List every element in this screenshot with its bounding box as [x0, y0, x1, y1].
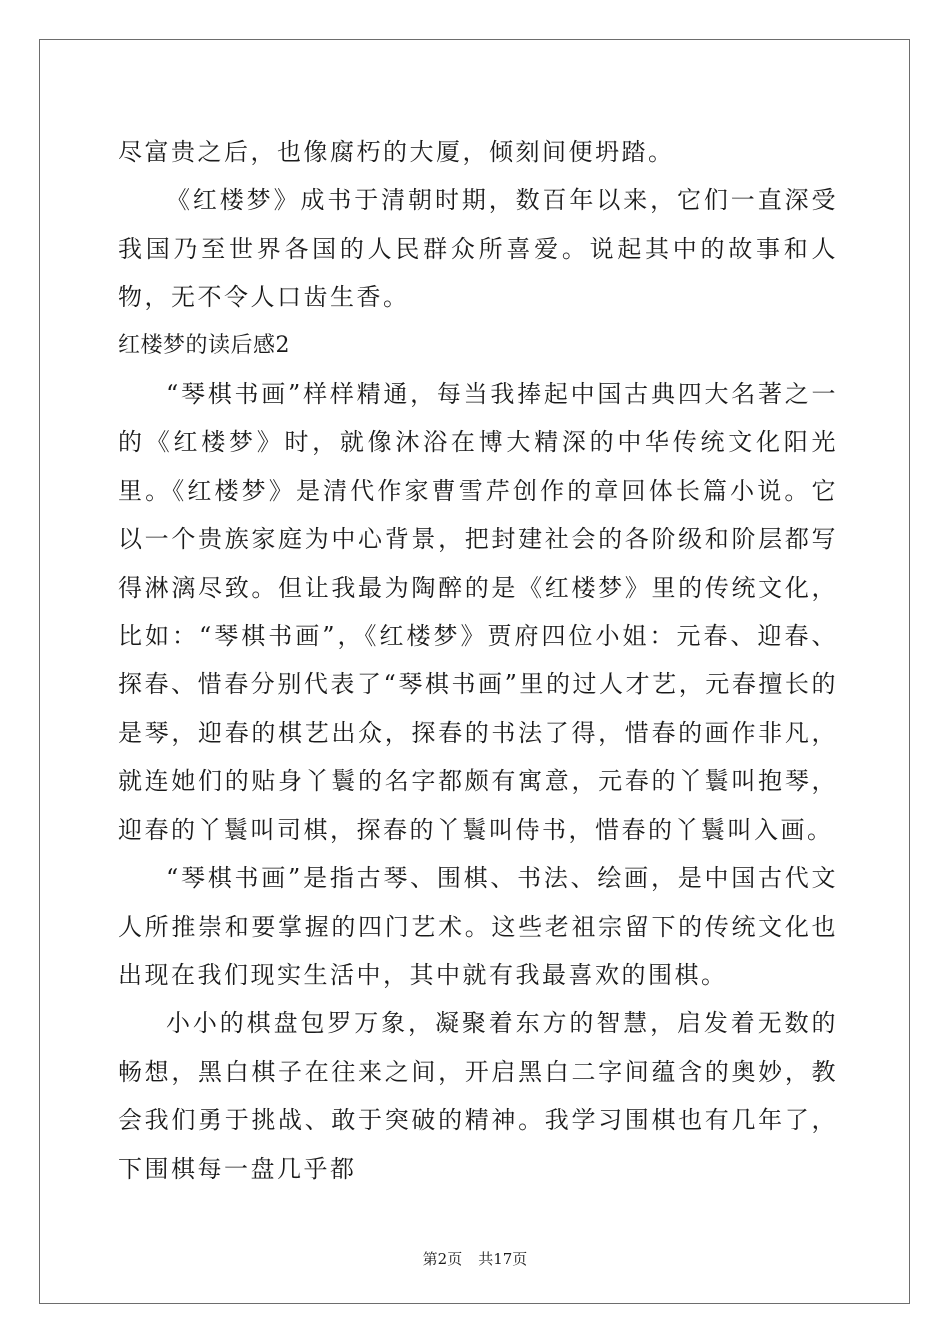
page-footer [0, 1248, 950, 1269]
paragraph-4: “琴棋书画”是指古琴、围棋、书法、绘画，是中国古代文人所推崇和要掌握的四门艺术。这些老祖宗留下的传统文化也出现在我们现实生活中，其中就有我最喜欢的围棋。 [118, 864, 838, 989]
page-number: 第2页 [422, 1250, 463, 1268]
paragraph-2: 《红楼梦》成书于清朝时期，数百年以来，它们一直深受我国乃至世界各国的人民群众所喜爱。说起其中的故事和人物，无不令人口齿生香。 [118, 186, 838, 312]
paragraph-5: 小小的棋盘包罗万象，凝聚着东方的智慧，启发着无数的畅想，黑白棋子在往来之间，开启黑白二字间蕴含的奥妙，教会我们勇于挑战、敢于突破的精神。我学习围棋也有几年了，下围棋每一盘几乎都 [118, 1009, 838, 1183]
paragraph-1: 尽富贵之后，也像腐朽的大厦，倾刻间便坍踏。 [118, 138, 675, 166]
document-body [118, 128, 838, 1193]
paragraph-3: “琴棋书画”样样精通，每当我捧起中国古典四大名著之一的《红楼梦》时，就像沐浴在博大精深的中华传统文化阳光里。《红楼梦》是清代作家曹雪芹创作的章回体长篇小说。它以一个贵族家庭为中心背景，把封建社会的各阶级和阶层都写得淋漓尽致。但让我最为陶醉的是《红楼梦》里的传统文化，比如：“琴棋书画”，《红楼梦》贾府四位小姐：元春、迎春、探春、惜春分别代表了“琴棋书画”里的过人才艺，元春擅长的是琴，迎春的棋艺出众，探春的书法了得，惜春的画作非凡，就连她们的贴身丫鬟的名字都颇有寓意，元春的丫鬟叫抱琴，迎春的丫鬟叫司棋，探春的丫鬟叫侍书，惜春的丫鬟叫入画。 [118, 380, 838, 844]
section-heading: 红楼梦的读后感2 [118, 332, 290, 358]
page-total: 共17页 [478, 1250, 528, 1268]
